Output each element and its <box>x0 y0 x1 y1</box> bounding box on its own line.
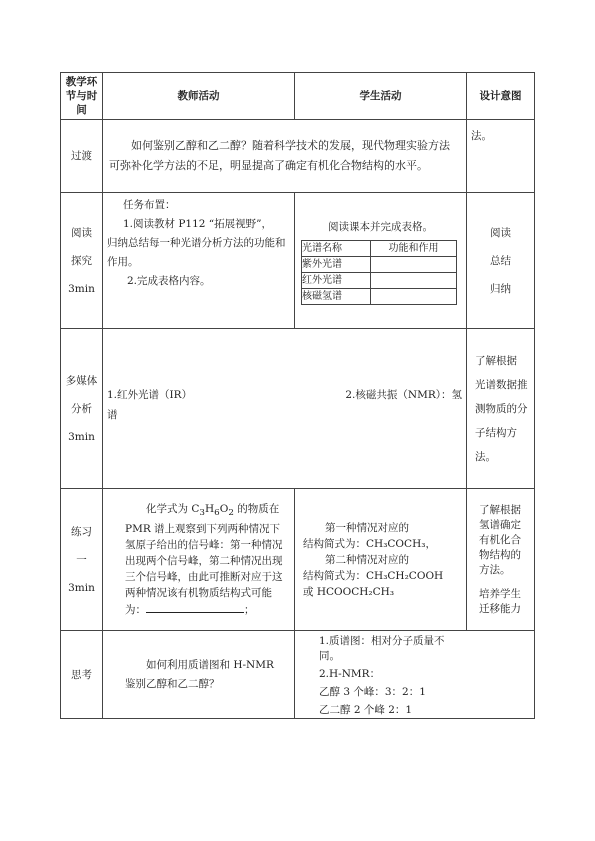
reading-stage-line: 3min <box>68 282 95 295</box>
spectrum-cell[interactable] <box>371 257 457 273</box>
spectrum-col-function: 功能和作用 <box>371 241 457 257</box>
practice-purpose-line: 了解根据 <box>479 503 521 516</box>
reading-purpose-line: 归纳 <box>490 282 511 295</box>
reading-task-1: 1.阅读教材 P112 “拓展视野”， <box>123 218 273 230</box>
think-answer-line: 1.质谱图：相对分子质量不同。 <box>319 635 445 662</box>
practice-question <box>103 489 295 631</box>
header-stage <box>61 73 103 120</box>
spectrum-row-label: 紫外光谱 <box>302 257 371 273</box>
question-body: 的物质在PMR 谱上观察到下列两种情况下氢原子给出的信号峰：第一种情况出现两个信号峰，第二种情况出现三个信号峰，由此可推断对应于这两种情况该有机物质结构式可能为： <box>125 502 283 617</box>
transition-teacher <box>103 120 467 193</box>
answer-formula: CH₃COCH₃， <box>366 537 436 550</box>
multimedia-purpose-line: 子结构方 <box>475 426 517 439</box>
multimedia-purpose-line: 法。 <box>475 450 496 463</box>
think-question <box>103 631 295 719</box>
reading-student-intro: 阅读课本并完成表格。 <box>328 221 433 233</box>
practice-purpose-line: 方法。 <box>479 563 511 576</box>
reading-task-label: 任务布置： <box>123 199 176 211</box>
practice-purpose-line: 物结构的 <box>479 548 521 561</box>
header-stage-text: 教学环节与时间 <box>65 76 98 116</box>
row-practice <box>61 489 535 631</box>
multimedia-purpose-line: 测物质的分 <box>475 402 528 415</box>
think-answer-line: 2.H-NMR： <box>319 668 381 680</box>
think-answer-line: 乙二醇 2 个峰 2：1 <box>319 704 413 716</box>
row-transition <box>61 120 535 193</box>
reading-purpose-line: 阅读 <box>490 226 511 239</box>
think-stage: 思考 <box>61 631 103 719</box>
spectrum-col-name: 光谱名称 <box>302 241 371 257</box>
multimedia-stage-line: 分析 <box>71 402 92 415</box>
transition-teacher-text: 如何鉴别乙醇和乙二醇？随着科学技术的发展，现代物理实验方法可弥补化学方法的不足，明显提高了确定有机化合物结构的水平。 <box>109 139 450 172</box>
spectrum-cell[interactable] <box>371 289 457 305</box>
formula-part: H <box>204 502 215 515</box>
formula-part: 化学式为 C <box>146 502 200 515</box>
reading-purpose-line: 总结 <box>490 254 511 267</box>
formula-sub: 2 <box>228 508 234 519</box>
multimedia-content <box>103 329 467 489</box>
answer-case1-formula <box>303 536 458 552</box>
answer-blank[interactable] <box>146 601 244 613</box>
lesson-plan-table <box>60 72 535 719</box>
spectrum-table <box>301 240 457 305</box>
spectrum-cell[interactable] <box>371 273 457 289</box>
practice-stage-line: 一 <box>76 553 87 566</box>
practice-purpose <box>467 489 535 631</box>
reading-teacher <box>103 193 295 329</box>
multimedia-purpose-line: 了解根据 <box>475 354 517 367</box>
answer-case2-label: 第二种情况对应的 <box>325 553 409 566</box>
spectrum-row-label: 红外光谱 <box>302 273 371 289</box>
header-student: 学生活动 <box>295 73 467 120</box>
multimedia-purpose <box>467 329 535 489</box>
answer-case2-alt: 或 HCOOCH₂CH₃ <box>303 585 395 598</box>
reading-stage-line: 探究 <box>71 254 92 267</box>
formula-sub: 3 <box>199 508 205 519</box>
practice-question-text <box>103 501 294 618</box>
header-row <box>61 73 535 120</box>
practice-stage-line: 3min <box>68 581 95 594</box>
multimedia-stage <box>61 329 103 489</box>
question-end: ； <box>244 604 255 617</box>
row-think <box>61 631 535 719</box>
multimedia-purpose-line: 光谱数据推 <box>475 378 528 391</box>
transition-purpose <box>467 120 535 193</box>
think-question-text: 如何利用质谱图和 H-NMR 鉴别乙醇和乙二醇？ <box>125 658 274 690</box>
header-teacher: 教师活动 <box>103 73 295 120</box>
reading-stage-line: 阅读 <box>71 226 92 239</box>
reading-student <box>295 193 467 329</box>
spectrum-row-label: 核磁氢谱 <box>302 289 371 305</box>
multimedia-item-nmr-cont: 谱 <box>107 408 118 421</box>
answer-formula: CH₃CH₂COOH <box>366 569 444 582</box>
answer-prefix: 结构简式为： <box>303 569 366 582</box>
reading-task-summary: 归纳总结每一种光谱分析方法的功能和作用。 <box>107 237 286 268</box>
multimedia-item-ir: 1.红外光谱（IR） <box>107 388 193 401</box>
practice-answer <box>295 489 467 631</box>
transition-purpose-text: 法。 <box>471 130 492 142</box>
practice-purpose-line: 培养学生 <box>479 587 521 600</box>
reading-stage <box>61 193 103 329</box>
answer-case2-formula <box>303 568 458 584</box>
formula-sub: 6 <box>214 508 220 519</box>
multimedia-stage-line: 多媒体 <box>65 374 98 387</box>
multimedia-item-nmr: 2.核磁共振（NMR）：氢 <box>345 388 462 401</box>
answer-case1-label: 第一种情况对应的 <box>325 521 409 534</box>
header-purpose: 设计意图 <box>467 73 535 120</box>
answer-prefix: 结构简式为： <box>303 537 366 550</box>
row-reading <box>61 193 535 329</box>
reading-task-2: 2.完成表格内容。 <box>127 275 211 287</box>
reading-purpose <box>467 193 535 329</box>
formula-part: O <box>219 502 229 515</box>
think-answer <box>295 631 535 719</box>
transition-stage: 过渡 <box>61 120 103 193</box>
practice-stage <box>61 489 103 631</box>
row-multimedia <box>61 329 535 489</box>
practice-purpose-line: 氢谱确定 <box>479 518 521 531</box>
multimedia-stage-line: 3min <box>68 430 95 443</box>
practice-purpose-line: 有机化合 <box>479 533 521 546</box>
practice-stage-line: 练习 <box>71 525 92 538</box>
think-answer-line: 乙醇 3 个峰：3：2：1 <box>319 686 426 698</box>
practice-purpose-line: 迁移能力 <box>479 602 521 615</box>
